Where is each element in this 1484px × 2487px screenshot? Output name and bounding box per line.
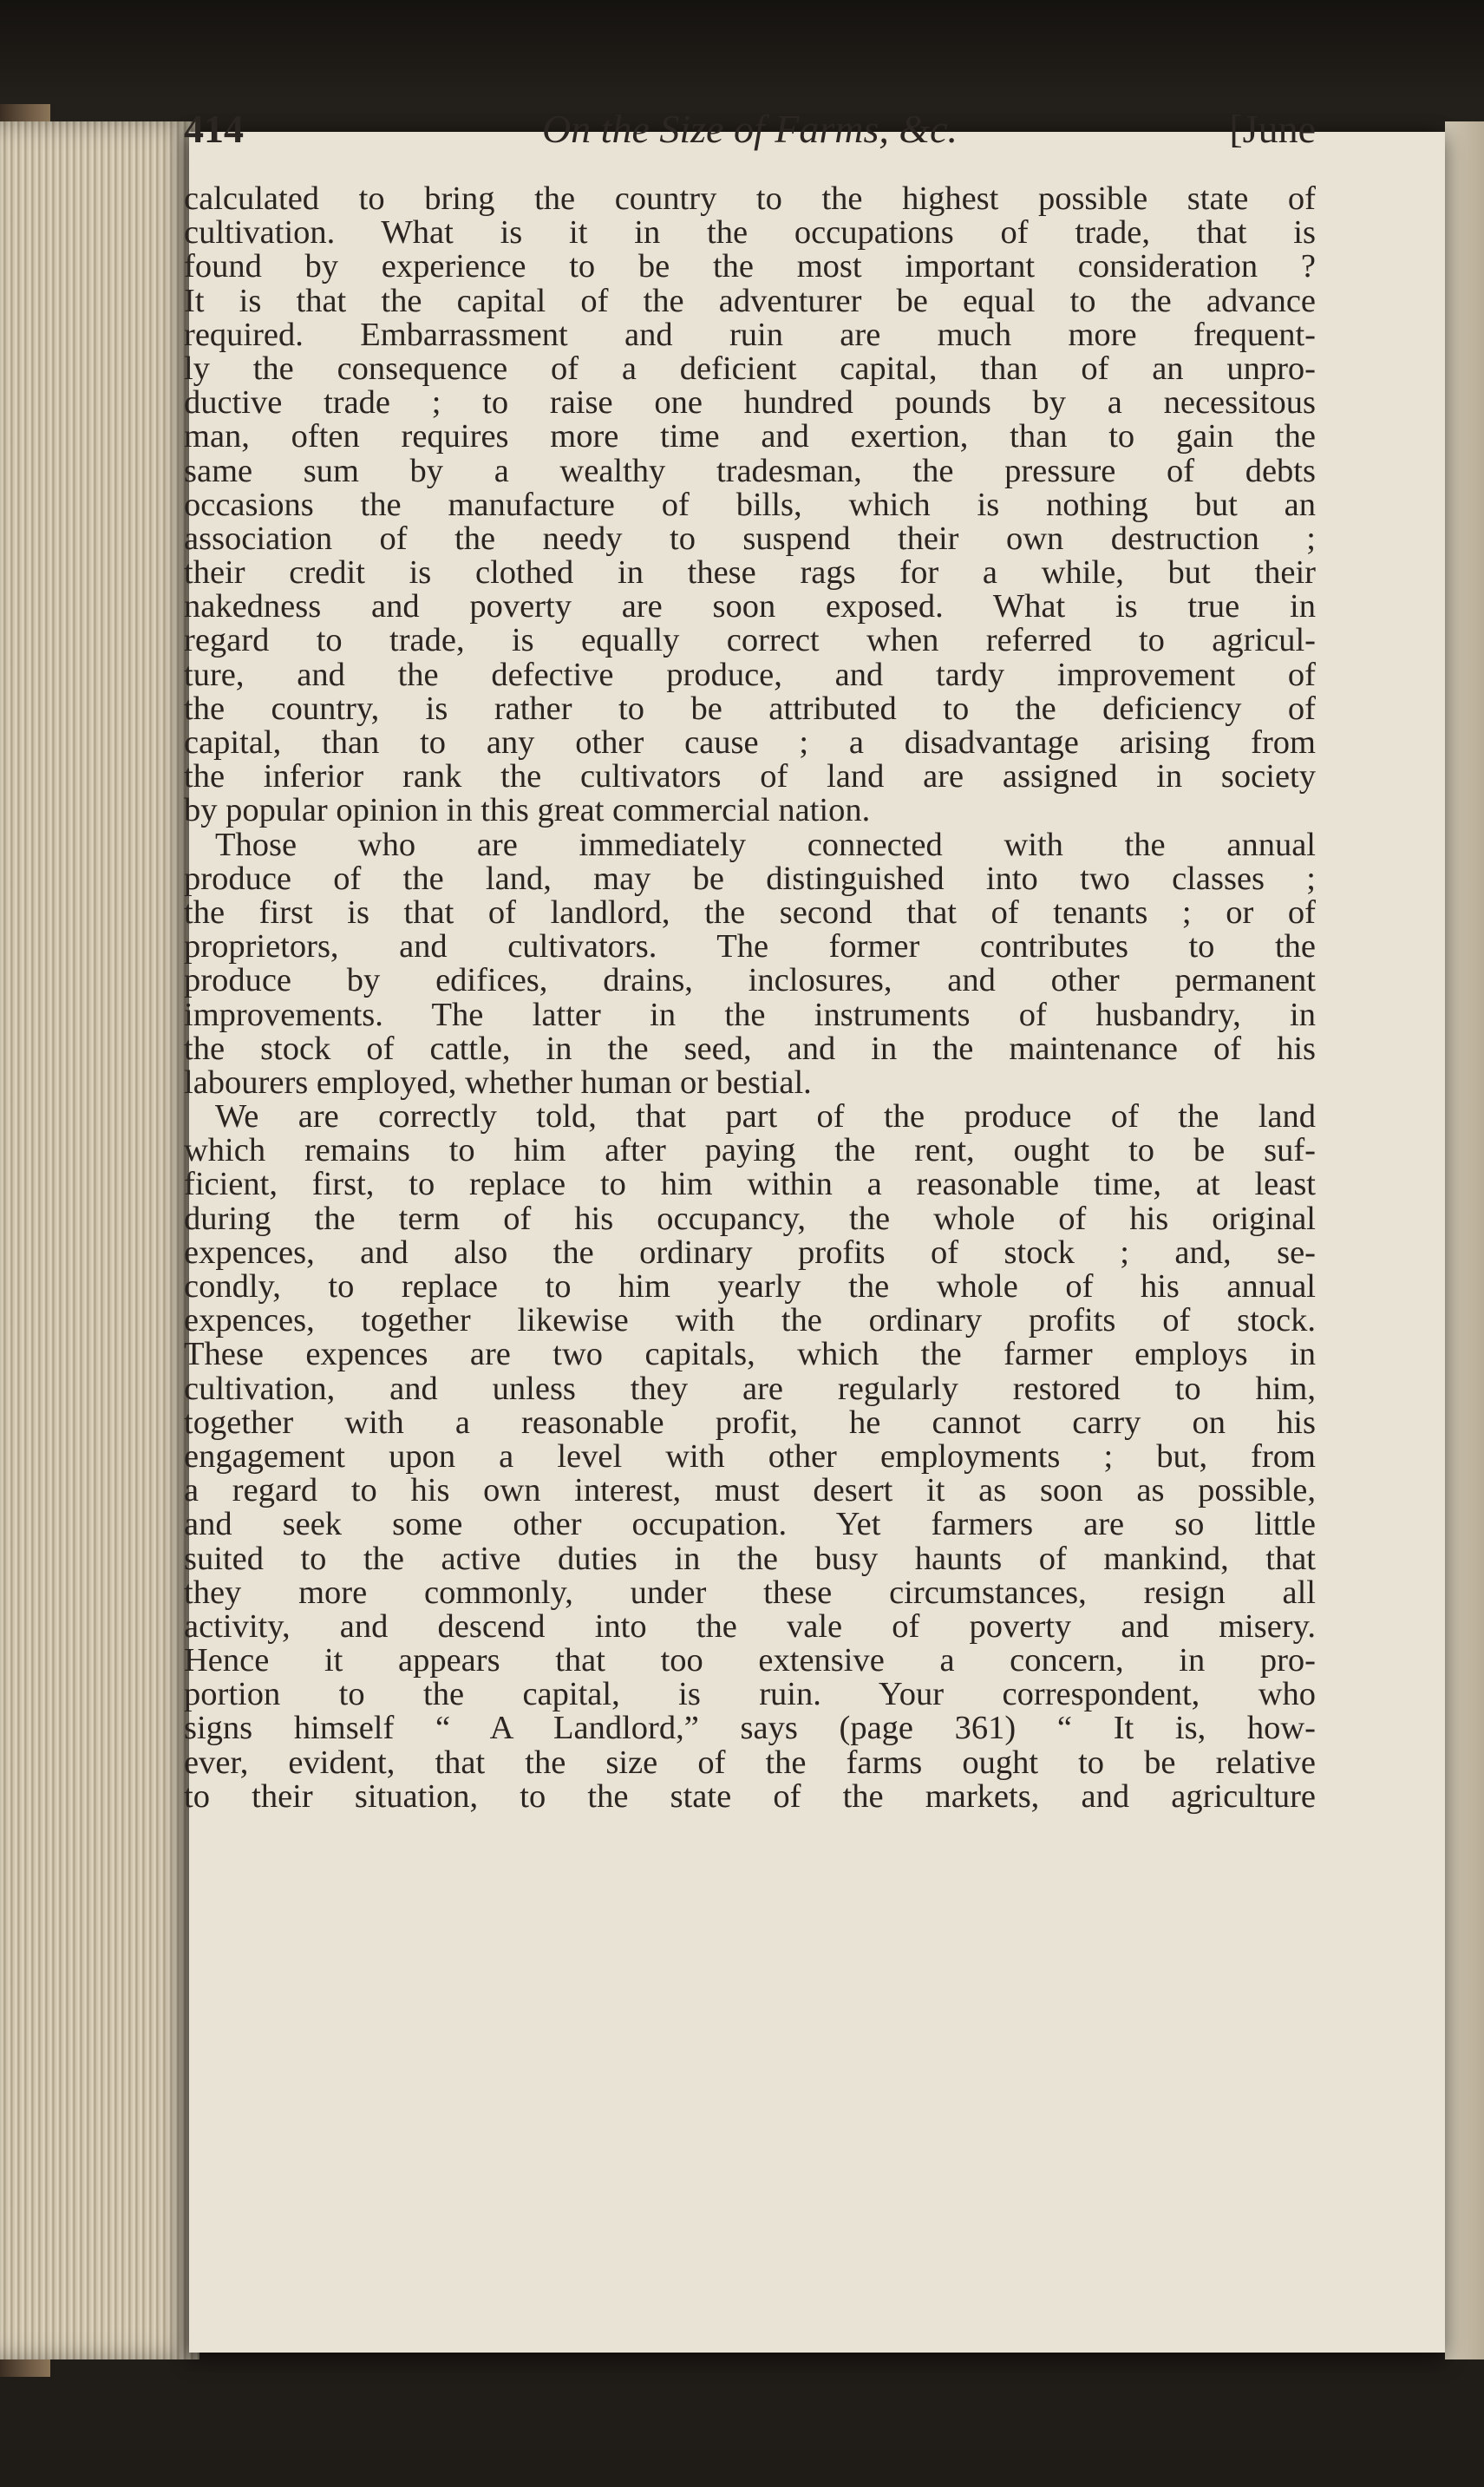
text-line: Hence it appears that too extensive a concern, in pro- [184, 1642, 1316, 1679]
text-line: required. Embarrassment and ruin are much more frequent- [184, 316, 1316, 353]
body-text [184, 182, 1316, 1814]
facing-page-edge [1445, 121, 1484, 2359]
text-line: and seek some other occupation. Yet farmers are so little [184, 1506, 1316, 1543]
text-line: Those who are immediately connected with the annual [215, 826, 1316, 863]
text-line: their credit is clothed in these rags for a while, but their [184, 554, 1316, 592]
text-line: occasions the manufacture of bills, which is nothing but an [184, 486, 1316, 523]
text-line: improvements. The latter in the instruments of husbandry, in [184, 996, 1316, 1033]
text-line: they more commonly, under these circumstances, resign all [184, 1574, 1316, 1611]
running-header [184, 106, 1316, 167]
text-line: cultivation. What is it in the occupations of trade, that is [184, 214, 1316, 252]
text-line: proprietors, and cultivators. The former contributes to the [184, 928, 1316, 965]
text-line: association of the needy to suspend their own destruction ; [184, 520, 1316, 557]
text-line: ture, and the defective produce, and tardy improvement of [184, 656, 1316, 693]
text-line: the stock of cattle, in the seed, and in the maintenance of his [184, 1030, 1316, 1067]
text-line: portion to the capital, is ruin. Your correspondent, who [184, 1676, 1316, 1713]
text-line: ly the consequence of a deficient capital, than of an unpro- [184, 350, 1316, 387]
text-line: ficient, first, to replace to him within a reasonable time, at least [184, 1166, 1316, 1203]
text-line: labourers employed, whether human or bestial. [184, 1064, 812, 1101]
text-line: same sum by a wealthy tradesman, the pressure of debts [184, 452, 1316, 489]
text-line: signs himself “ A Landlord,” says (page 361) “ It is, how- [184, 1710, 1316, 1747]
text-line: the inferior rank the cultivators of land are assigned in society [184, 758, 1316, 795]
text-line: expences, together likewise with the ordinary profits of stock. [184, 1302, 1316, 1339]
text-line: found by experience to be the most important consideration ? [184, 248, 1316, 285]
text-line: It is that the capital of the adventurer be equal to the advance [184, 282, 1316, 319]
text-line: produce by edifices, drains, inclosures, and other permanent [184, 962, 1316, 999]
text-line: These expences are two capitals, which the farmer employs in [184, 1336, 1316, 1373]
page-number: 414 [184, 107, 244, 151]
text-line: man, often requires more time and exertion, than to gain the [184, 418, 1316, 455]
text-line: ductive trade ; to raise one hundred pounds by a necessitous [184, 384, 1316, 422]
text-line: ever, evident, that the size of the farms ought to be relative [184, 1744, 1316, 1781]
text-line: capital, than to any other cause ; a disadvantage arising from [184, 724, 1316, 761]
text-line: the country, is rather to be attributed to the deficiency of [184, 690, 1316, 727]
text-line: by popular opinion in this great commercial nation. [184, 792, 871, 829]
running-title: On the Size of Farms, &c. [541, 107, 958, 151]
text-line: regard to trade, is equally correct when referred to agricul- [184, 622, 1316, 659]
text-line: calculated to bring the country to the highest possible state of [184, 180, 1316, 217]
text-line: expences, and also the ordinary profits of stock ; and, se- [184, 1234, 1316, 1271]
text-line: which remains to him after paying the rent, ought to be suf- [184, 1132, 1316, 1169]
text-line: condly, to replace to him yearly the whole of his annual [184, 1268, 1316, 1305]
text-line: engagement upon a level with other employments ; but, from [184, 1437, 1316, 1475]
text-line: produce of the land, may be distinguished into two classes ; [184, 860, 1316, 897]
text-line: We are correctly told, that part of the produce of the land [215, 1098, 1316, 1136]
text-line: activity, and descend into the vale of poverty and misery. [184, 1607, 1316, 1645]
text-line: cultivation, and unless they are regularly restored to him, [184, 1370, 1316, 1407]
text-line: a regard to his own interest, must desert it as soon as possible, [184, 1472, 1316, 1509]
text-line: the first is that of landlord, the second that of tenants ; or of [184, 893, 1316, 931]
header-month: [June [1229, 107, 1316, 151]
page-stack-edge [0, 121, 199, 2359]
text-line: suited to the active duties in the busy haunts of mankind, that [184, 1540, 1316, 1577]
text-line: to their situation, to the state of the markets, and agriculture [184, 1777, 1316, 1815]
text-line: nakedness and poverty are soon exposed. What is true in [184, 588, 1316, 625]
text-line: during the term of his occupancy, the whole of his original [184, 1200, 1316, 1237]
text-line: together with a reasonable profit, he cannot carry on his [184, 1404, 1316, 1441]
